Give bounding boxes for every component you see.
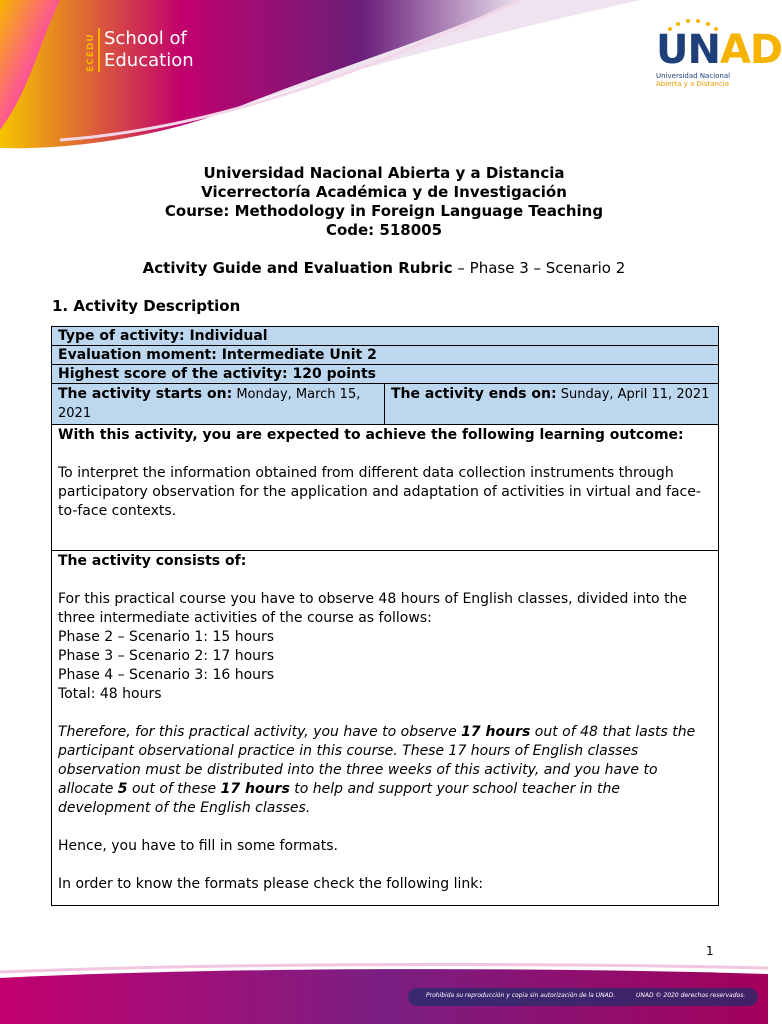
- end-label: The activity ends on:: [391, 386, 557, 402]
- footer-notice: Prohibida su reproducción y copia sin autorización de la UNAD.: [426, 992, 616, 999]
- activity-type: Type of activity: Individual: [58, 328, 268, 344]
- consists-heading: The activity consists of:: [58, 553, 247, 569]
- title-line-4: Code: 518005: [325, 221, 443, 239]
- consists-intro: For this practical course you have to observe 48 hours of English classes, divided into the three intermediate activities of the course as follows:: [58, 591, 688, 626]
- school-line-1: School of: [104, 28, 187, 49]
- document-subtitle: [0, 259, 768, 277]
- phase-4-hours: Phase 4 – Scenario 3: 16 hours: [58, 667, 275, 683]
- unad-word-ad: AD: [719, 27, 782, 73]
- title-line-2: Vicerrectoría Académica y de Investigación: [201, 183, 567, 201]
- formats-link-text: In order to know the formats please check the following link:: [58, 876, 484, 892]
- outcome-heading: With this activity, you are expected to achieve the following learning outcome:: [58, 427, 684, 443]
- observation-paragraph: Therefore, for this practical activity, you have to observe 17 hours out of 48 that lasts the participant observational practice in this course. These 17 hours of English classes observation must be distributed into the three weeks of this activity, and you have to allocate 5 out of these 17 hours to help and support your school teacher in the development of the English classes.: [58, 724, 696, 816]
- unad-word-un: UN: [656, 27, 720, 73]
- unad-subtitle-1: Universidad Nacional: [656, 72, 731, 80]
- unad-logo: [656, 20, 782, 88]
- start-value: Monday, March 15, 2021: [58, 387, 361, 421]
- hence-text: Hence, you have to fill in some formats.: [58, 838, 338, 854]
- header-decoration: [0, 0, 768, 150]
- activity-table: [51, 326, 719, 906]
- table-row: [52, 365, 719, 384]
- phase-3-hours: Phase 3 – Scenario 2: 17 hours: [58, 648, 275, 664]
- highest-score: Highest score of the activity: 120 points: [58, 366, 377, 382]
- outcome-text: To interpret the information obtained from different data collection instruments through participatory observation for the application and adaptation of activities in virtual and face-to-face contexts.: [58, 465, 701, 519]
- table-row: [52, 425, 719, 551]
- subtitle-bold: Activity Guide and Evaluation Rubric: [142, 259, 453, 277]
- table-row: [52, 346, 719, 365]
- title-line-3: Course: Methodology in Foreign Language Teaching: [164, 202, 604, 220]
- total-hours: Total: 48 hours: [58, 686, 162, 702]
- footer-copyright: UNAD © 2020 derechos reservados.: [636, 992, 746, 999]
- table-row: [52, 551, 719, 906]
- title-line-1: Universidad Nacional Abierta y a Distancia: [203, 164, 565, 182]
- ecedu-tag: ECEDU: [86, 28, 100, 72]
- evaluation-moment: Evaluation moment: Intermediate Unit 2: [58, 347, 377, 363]
- end-value: Sunday, April 11, 2021: [556, 387, 710, 402]
- unad-subtitle-2: Abierta y a Distancia: [656, 80, 730, 88]
- phase-2-hours: Phase 2 – Scenario 1: 15 hours: [58, 629, 275, 645]
- subtitle-rest: – Phase 3 – Scenario 2: [452, 259, 626, 277]
- table-row: [52, 384, 719, 425]
- school-line-2: Education: [104, 50, 194, 71]
- school-of-education-logo: [86, 28, 194, 72]
- page-number: 1: [706, 944, 714, 958]
- section-heading: 1. Activity Description: [52, 297, 241, 315]
- start-label: The activity starts on:: [58, 386, 233, 402]
- document-title: [0, 164, 768, 240]
- table-row: [52, 327, 719, 346]
